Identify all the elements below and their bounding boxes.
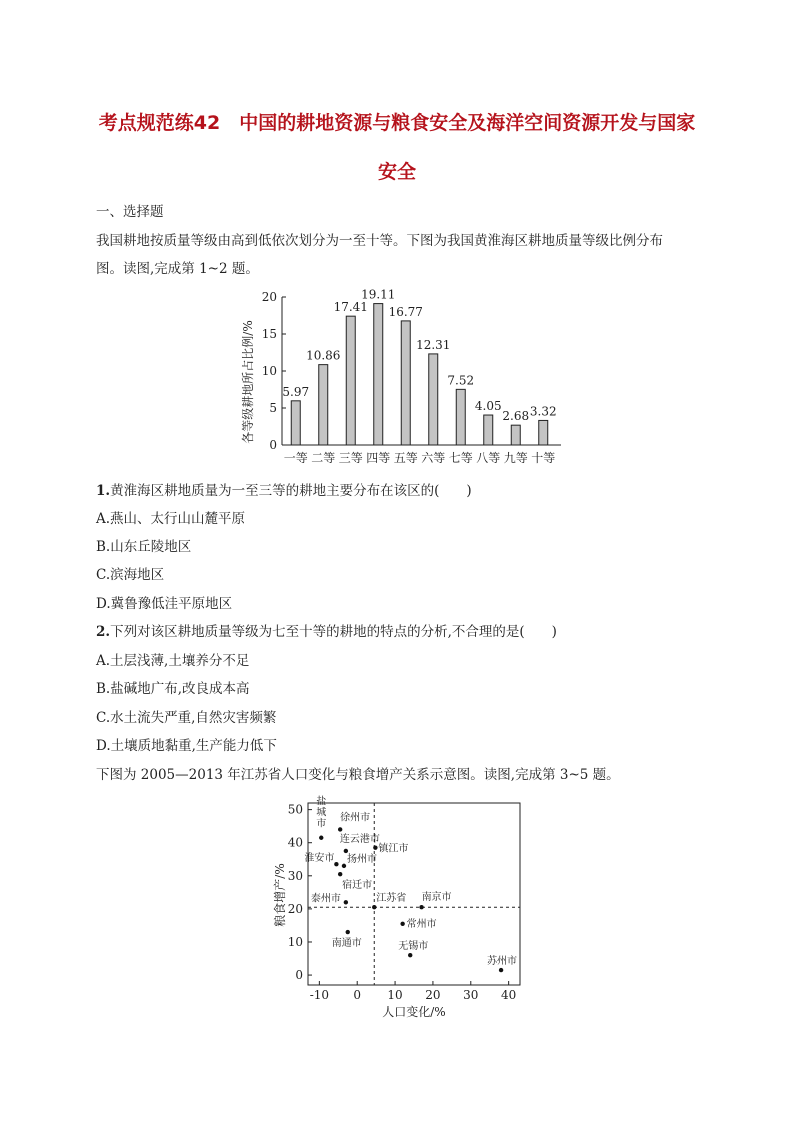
bar-category-label: 九等 xyxy=(503,451,528,465)
bar-value-label: 12.31 xyxy=(416,337,451,352)
bar-value-label: 19.11 xyxy=(361,287,396,302)
bar-chart-y-tick-label: 10 xyxy=(261,364,277,378)
bar-chart-y-tick-label: 5 xyxy=(269,401,277,415)
scatter-point-label: 南京市 xyxy=(421,892,452,904)
scatter-point xyxy=(334,862,338,866)
scatter-point xyxy=(319,836,323,840)
scatter-point-label: 无锡市 xyxy=(398,941,429,953)
bar-value-label: 7.52 xyxy=(447,373,475,388)
bar-chart-y-axis-label: 各等级耕地所占比例/% xyxy=(241,320,255,444)
bar-value-label: 2.68 xyxy=(502,409,530,424)
question-2-option-a[interactable]: A.土层浅薄,土壤养分不足 xyxy=(96,653,250,669)
scatter-point xyxy=(338,872,342,876)
scatter-y-tick-label: 10 xyxy=(287,934,303,949)
scatter-point-label: 连云港市 xyxy=(339,833,380,845)
question-2-stem: 下列对该区耕地质量等级为七至十等的耕地的特点的分析,不合理的是( ) xyxy=(110,624,557,640)
scatter-x-tick-label: 0 xyxy=(353,988,362,1002)
bar-chart-y-tick-label: 20 xyxy=(261,290,277,304)
scatter-point xyxy=(499,968,503,972)
bar-chart-y-tick-label: 15 xyxy=(261,327,277,341)
scatter-x-tick-label: -10 xyxy=(309,988,330,1002)
scatter-point xyxy=(344,900,348,904)
question-1-option-a[interactable]: A.燕山、太行山山麓平原 xyxy=(96,511,246,527)
population-grain-scatter-chart xyxy=(268,795,530,1023)
question-1 xyxy=(96,479,472,499)
bar-value-label: 5.97 xyxy=(282,384,310,399)
scatter-x-axis-label: 人口变化/% xyxy=(382,1005,446,1019)
scatter-x-tick-label: 40 xyxy=(501,988,517,1002)
bar xyxy=(484,415,493,445)
scatter-y-tick-label: 0 xyxy=(295,968,303,983)
scatter-point xyxy=(419,905,423,909)
bar-category-label: 一等 xyxy=(283,451,308,465)
scatter-point xyxy=(408,953,412,957)
farmland-grade-bar-chart xyxy=(230,284,570,468)
bar-category-label: 五等 xyxy=(393,451,418,465)
scatter-point-label: 盐城市 xyxy=(316,796,327,830)
question-2 xyxy=(96,620,557,640)
bar-value-label: 10.86 xyxy=(306,348,341,363)
scatter-point-label: 镇江市 xyxy=(378,843,409,855)
bar xyxy=(456,389,465,445)
scatter-point-label: 淮安市 xyxy=(304,853,335,865)
bar-chart-y-tick-label: 0 xyxy=(269,438,277,452)
scatter-point-label: 苏州市 xyxy=(487,956,518,968)
bar xyxy=(539,420,548,445)
intro-paragraph-1b: 图。读图,完成第 1~2 题。 xyxy=(96,261,259,277)
scatter-y-tick-label: 20 xyxy=(287,901,303,916)
document-title-line2: 安全 xyxy=(377,161,416,183)
scatter-point xyxy=(346,930,350,934)
question-2-option-d[interactable]: D.土壤质地黏重,生产能力低下 xyxy=(96,738,277,754)
section-heading: 一、选择题 xyxy=(96,204,164,220)
question-2-number: 2. xyxy=(96,624,111,640)
question-1-option-c[interactable]: C.滨海地区 xyxy=(96,567,165,583)
bar xyxy=(291,401,300,445)
scatter-x-tick-label: 20 xyxy=(425,988,441,1002)
bar-category-label: 八等 xyxy=(476,451,501,465)
intro-paragraph-2: 下图为 2005—2013 年江苏省人口变化与粮食增产关系示意图。读图,完成第 3~5 题。 xyxy=(96,767,620,783)
bar-value-label: 16.77 xyxy=(388,304,423,319)
bar-category-label: 三等 xyxy=(338,451,363,465)
question-2-option-b[interactable]: B.盐碱地广布,改良成本高 xyxy=(96,681,250,697)
scatter-y-tick-label: 30 xyxy=(287,868,303,883)
scatter-point-label: 扬州市 xyxy=(346,853,377,865)
question-1-stem: 黄淮海区耕地质量为一至三等的耕地主要分布在该区的( ) xyxy=(110,483,472,499)
bar-value-label: 4.05 xyxy=(474,399,502,414)
bar xyxy=(429,354,438,445)
bar-value-label: 3.32 xyxy=(529,404,557,419)
question-1-option-d[interactable]: D.冀鲁豫低洼平原地区 xyxy=(96,596,233,612)
bar-category-label: 四等 xyxy=(366,451,391,465)
scatter-point xyxy=(400,922,404,926)
bar xyxy=(511,425,520,445)
bar xyxy=(319,365,328,445)
bar-category-label: 十等 xyxy=(531,451,556,465)
scatter-point-label: 徐州市 xyxy=(340,812,371,824)
question-1-number: 1. xyxy=(96,483,111,499)
bar-category-label: 七等 xyxy=(448,451,473,465)
bar-category-label: 六等 xyxy=(421,451,446,465)
scatter-point xyxy=(372,905,376,909)
scatter-y-tick-label: 40 xyxy=(287,835,303,850)
scatter-x-tick-label: 10 xyxy=(387,988,403,1002)
scatter-x-tick-label: 30 xyxy=(463,988,479,1002)
scatter-point-label: 江苏省 xyxy=(376,893,407,905)
scatter-point-label: 常州市 xyxy=(406,918,437,930)
scatter-point-label: 宿迁市 xyxy=(342,880,373,892)
document-title-line1: 考点规范练42 中国的耕地资源与粮食安全及海洋空间资源开发与国家 xyxy=(98,112,696,134)
scatter-point-label: 泰州市 xyxy=(310,893,341,905)
bar xyxy=(346,316,355,445)
bar xyxy=(401,321,410,445)
scatter-point xyxy=(373,845,377,849)
bar-value-label: 17.41 xyxy=(333,300,368,315)
intro-paragraph-1a: 我国耕地按质量等级由高到低依次划分为一至十等。下图为我国黄淮海区耕地质量等级比例分布 xyxy=(96,233,663,249)
question-1-option-b[interactable]: B.山东丘陵地区 xyxy=(96,539,192,555)
scatter-y-axis-label: 粮食增产/% xyxy=(273,863,287,927)
scatter-point xyxy=(344,849,348,853)
scatter-y-tick-label: 50 xyxy=(287,802,303,817)
bar-category-label: 二等 xyxy=(311,451,336,465)
question-2-option-c[interactable]: C.水土流失严重,自然灾害频繁 xyxy=(96,710,277,726)
bar xyxy=(374,304,383,445)
scatter-point xyxy=(342,864,346,868)
scatter-point-label: 南通市 xyxy=(331,938,362,950)
scatter-point xyxy=(338,827,342,831)
